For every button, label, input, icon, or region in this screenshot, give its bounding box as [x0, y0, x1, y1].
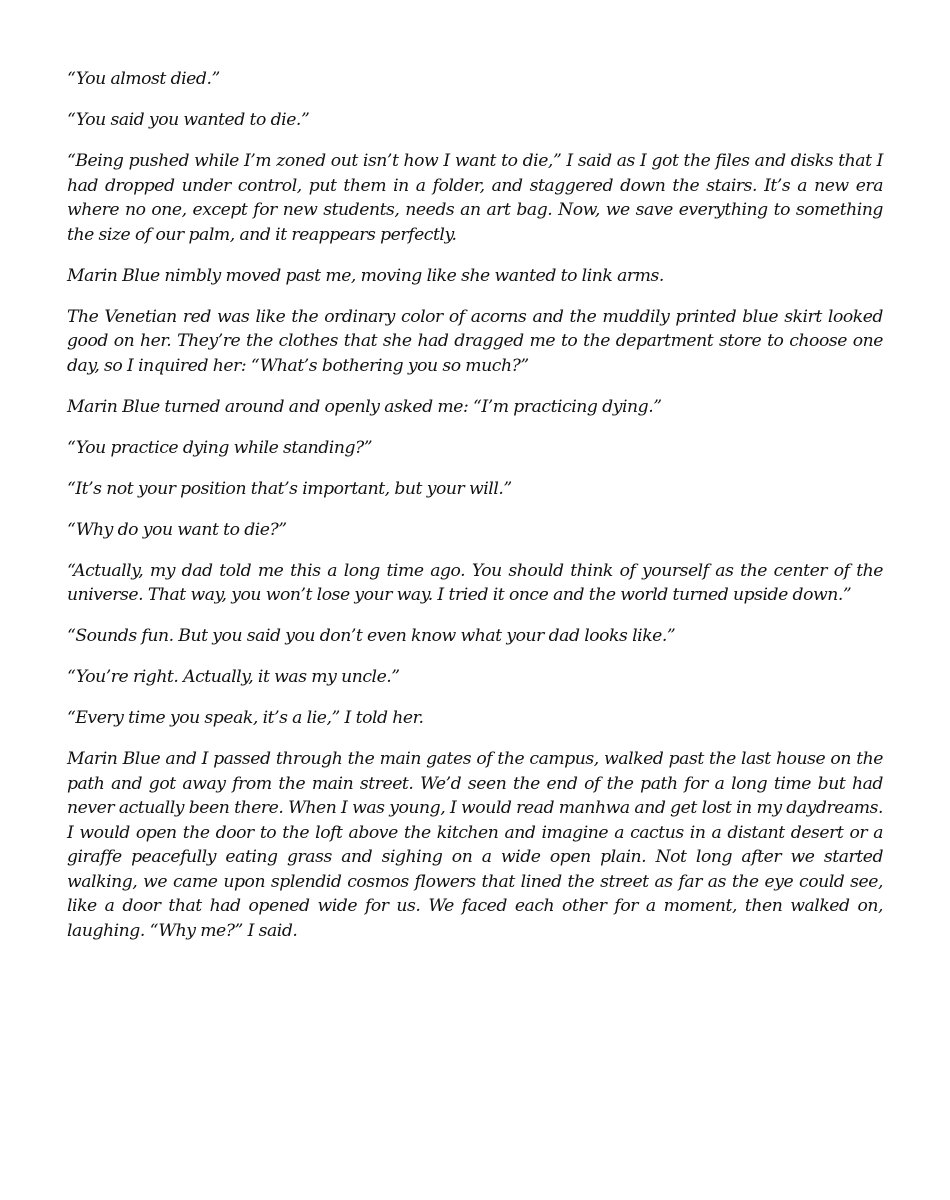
document-page: [67, 67, 883, 960]
paragraph: The Venetian red was like the ordinary color of acorns and the muddily printed blue skirt looked good on her. They’re the clothes that she had dragged me to the department store to choose one day, so I inquired her: “What’s bothering you so much?”: [67, 306, 883, 376]
paragraph: “Sounds fun. But you said you don’t even know what your dad looks like.”: [67, 626, 676, 646]
paragraph: “Why do you want to die?”: [67, 519, 287, 540]
paragraph: “Actually, my dad told me this a long time ago. You should think of yourself as the center of the universe. That way, you won’t lose your way. I tried it once and the world turned upside down.”: [67, 560, 883, 605]
paragraph: Marin Blue nimbly moved past me, moving like she wanted to link arms.: [67, 265, 664, 286]
paragraph: “You almost died.”: [67, 69, 220, 89]
paragraph: “You’re right. Actually, it was my uncle.”: [67, 667, 400, 687]
paragraph: “You practice dying while standing?”: [67, 437, 373, 458]
paragraph: Marin Blue turned around and openly asked me: “I’m practicing dying.”: [67, 396, 662, 417]
paragraph: “Being pushed while I’m zoned out isn’t how I want to die,” I said as I got the files and disks that I had dropped under control, put them in a folder, and staggered down the stairs. It’s a new era where no one, except for new students, needs an art bag. Now, we save everything to something the size of our palm, and it reappears perfectly.: [67, 151, 883, 245]
paragraph: “You said you wanted to die.”: [67, 110, 310, 130]
paragraph: “Every time you speak, it’s a lie,” I told her.: [67, 708, 424, 728]
paragraph: Marin Blue and I passed through the main gates of the campus, walked past the last house on the path and got away from the main street. We’d seen the end of the path for a long time but had never actually been there. When I was young, I would read manhwa and get lost in my daydreams. I would open the door to the loft above the kitchen and imagine a cactus in a distant desert or a giraffe peacefully eating grass and sighing on a wide open plain. Not long after we started walking, we came upon splendid cosmos flowers that lined the street as far as the eye could see, like a door that had opened wide for us. We faced each other for a moment, then walked on, laughing. “Why me?” I said.: [67, 749, 883, 941]
paragraph: “It’s not your position that’s important, but your will.”: [67, 478, 512, 499]
